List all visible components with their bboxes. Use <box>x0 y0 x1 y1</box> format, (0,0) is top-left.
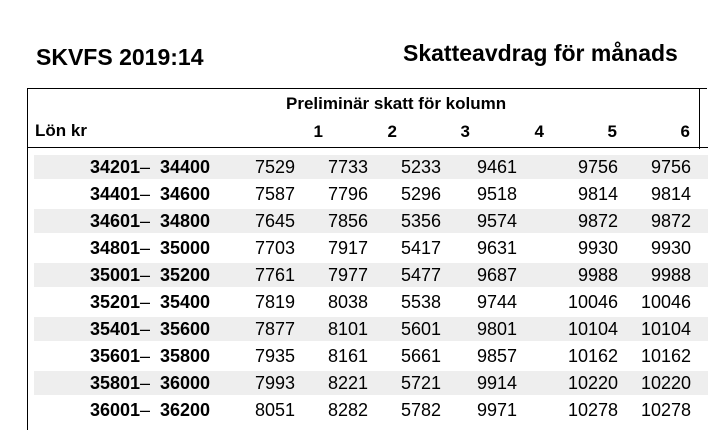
tax-value-column-5: 9756 <box>577 157 618 177</box>
tax-value-column-4: 9744 <box>476 292 517 312</box>
tax-value-column-4: 9801 <box>476 319 517 339</box>
tax-value-column-6: 10220 <box>640 373 691 393</box>
tax-value-column-3: 5296 <box>400 184 441 204</box>
salary-range-to: 35600 <box>159 319 210 339</box>
salary-range-to: 35400 <box>159 292 210 312</box>
salary-range-to: 35200 <box>159 265 210 285</box>
tax-value-column-6: 10162 <box>640 346 691 366</box>
tax-value-column-3: 5356 <box>400 211 441 231</box>
document-code: SKVFS 2019:14 <box>36 44 204 70</box>
tax-value-column-1: 8051 <box>254 400 295 420</box>
tax-value-column-4: 9631 <box>476 238 517 258</box>
salary-range-from: 35401 <box>89 319 140 339</box>
table-row <box>34 209 708 233</box>
tax-value-column-5: 9814 <box>577 184 618 204</box>
header-rule <box>27 147 708 148</box>
salary-range-separator: – <box>139 238 150 258</box>
salary-range-from: 34601 <box>89 211 140 231</box>
tax-value-column-3: 5601 <box>400 319 441 339</box>
table-row <box>34 317 708 341</box>
tax-value-column-5: 9872 <box>577 211 618 231</box>
tax-value-column-3: 5477 <box>400 265 441 285</box>
tax-value-column-3: 5538 <box>400 292 441 312</box>
tax-value-column-3: 5661 <box>400 346 441 366</box>
document-title: Skatteavdrag för månads <box>403 40 678 66</box>
tax-value-column-2: 8221 <box>327 373 368 393</box>
table-row <box>34 263 708 287</box>
tax-value-column-6: 9988 <box>650 265 691 285</box>
tax-value-column-2: 8282 <box>327 400 368 420</box>
table-row <box>34 398 708 422</box>
tax-value-column-2: 7856 <box>327 211 368 231</box>
tax-value-column-1: 7993 <box>254 373 295 393</box>
tax-value-column-2: 7733 <box>327 157 368 177</box>
salary-range-separator: – <box>139 346 150 366</box>
salary-range-separator: – <box>139 157 150 177</box>
salary-range-separator: – <box>139 319 150 339</box>
column-header-1: 1 <box>313 122 323 141</box>
salary-range-to: 34800 <box>159 211 210 231</box>
salary-column-header: Lön kr <box>35 121 87 140</box>
salary-range-separator: – <box>139 184 150 204</box>
tax-value-column-3: 5233 <box>400 157 441 177</box>
tax-value-column-6: 10046 <box>640 292 691 312</box>
table-caption: Preliminär skatt för kolumn <box>286 94 507 113</box>
salary-range-separator: – <box>139 211 150 231</box>
salary-range-to: 36200 <box>159 400 210 420</box>
tax-value-column-3: 5782 <box>400 400 441 420</box>
tax-value-column-5: 9930 <box>577 238 618 258</box>
tax-value-column-4: 9687 <box>476 265 517 285</box>
tax-value-column-4: 9518 <box>476 184 517 204</box>
tax-value-column-1: 7935 <box>254 346 295 366</box>
column-header-3: 3 <box>460 122 470 141</box>
tax-value-column-6: 9930 <box>650 238 691 258</box>
tax-value-column-1: 7761 <box>254 265 295 285</box>
table-row <box>34 344 708 368</box>
tax-value-column-3: 5721 <box>400 373 441 393</box>
table-row <box>34 182 708 206</box>
tax-value-column-4: 9971 <box>476 400 517 420</box>
tax-value-column-6: 9814 <box>650 184 691 204</box>
tax-value-column-1: 7529 <box>254 157 295 177</box>
salary-range-from: 36001 <box>89 400 140 420</box>
table-row <box>34 290 708 314</box>
tax-value-column-1: 7819 <box>254 292 295 312</box>
salary-range-separator: – <box>139 292 150 312</box>
salary-range-from: 34401 <box>89 184 140 204</box>
salary-range-to: 34400 <box>159 157 210 177</box>
tax-value-column-1: 7877 <box>254 319 295 339</box>
column-header-5: 5 <box>607 122 617 141</box>
column-header-2: 2 <box>387 122 397 141</box>
tax-value-column-2: 8101 <box>327 319 368 339</box>
tax-value-column-4: 9857 <box>476 346 517 366</box>
tax-value-column-4: 9461 <box>476 157 517 177</box>
tax-value-column-4: 9574 <box>476 211 517 231</box>
tax-value-column-4: 9914 <box>476 373 517 393</box>
tax-value-column-6: 10104 <box>640 319 691 339</box>
salary-range-to: 35800 <box>159 346 210 366</box>
salary-range-separator: – <box>139 373 150 393</box>
salary-range-from: 35201 <box>89 292 140 312</box>
column-header-6: 6 <box>680 122 690 141</box>
tax-value-column-5: 10046 <box>567 292 618 312</box>
salary-range-from: 35601 <box>89 346 140 366</box>
tax-value-column-3: 5417 <box>400 238 441 258</box>
tax-value-column-6: 10278 <box>640 400 691 420</box>
salary-range-from: 34201 <box>89 157 140 177</box>
tax-value-column-6: 9872 <box>650 211 691 231</box>
tax-value-column-1: 7645 <box>254 211 295 231</box>
tax-value-column-5: 10220 <box>567 373 618 393</box>
tax-value-column-1: 7703 <box>254 238 295 258</box>
salary-range-separator: – <box>139 400 150 420</box>
salary-range-from: 34801 <box>89 238 140 258</box>
salary-range-from: 35801 <box>89 373 140 393</box>
tax-value-column-5: 9988 <box>577 265 618 285</box>
tax-value-column-2: 7796 <box>327 184 368 204</box>
tax-value-column-2: 7917 <box>327 238 368 258</box>
column-header-4: 4 <box>534 122 544 141</box>
tax-value-column-6: 9756 <box>650 157 691 177</box>
salary-range-to: 34600 <box>159 184 210 204</box>
table-row <box>34 236 708 260</box>
tax-value-column-2: 8161 <box>327 346 368 366</box>
tax-value-column-5: 10278 <box>567 400 618 420</box>
table-row <box>34 371 708 395</box>
tax-value-column-5: 10162 <box>567 346 618 366</box>
salary-range-from: 35001 <box>89 265 140 285</box>
salary-range-separator: – <box>139 265 150 285</box>
tax-value-column-2: 8038 <box>327 292 368 312</box>
tax-value-column-2: 7977 <box>327 265 368 285</box>
table-row <box>34 155 708 179</box>
tax-value-column-1: 7587 <box>254 184 295 204</box>
salary-range-to: 35000 <box>159 238 210 258</box>
salary-range-to: 36000 <box>159 373 210 393</box>
tax-value-column-5: 10104 <box>567 319 618 339</box>
